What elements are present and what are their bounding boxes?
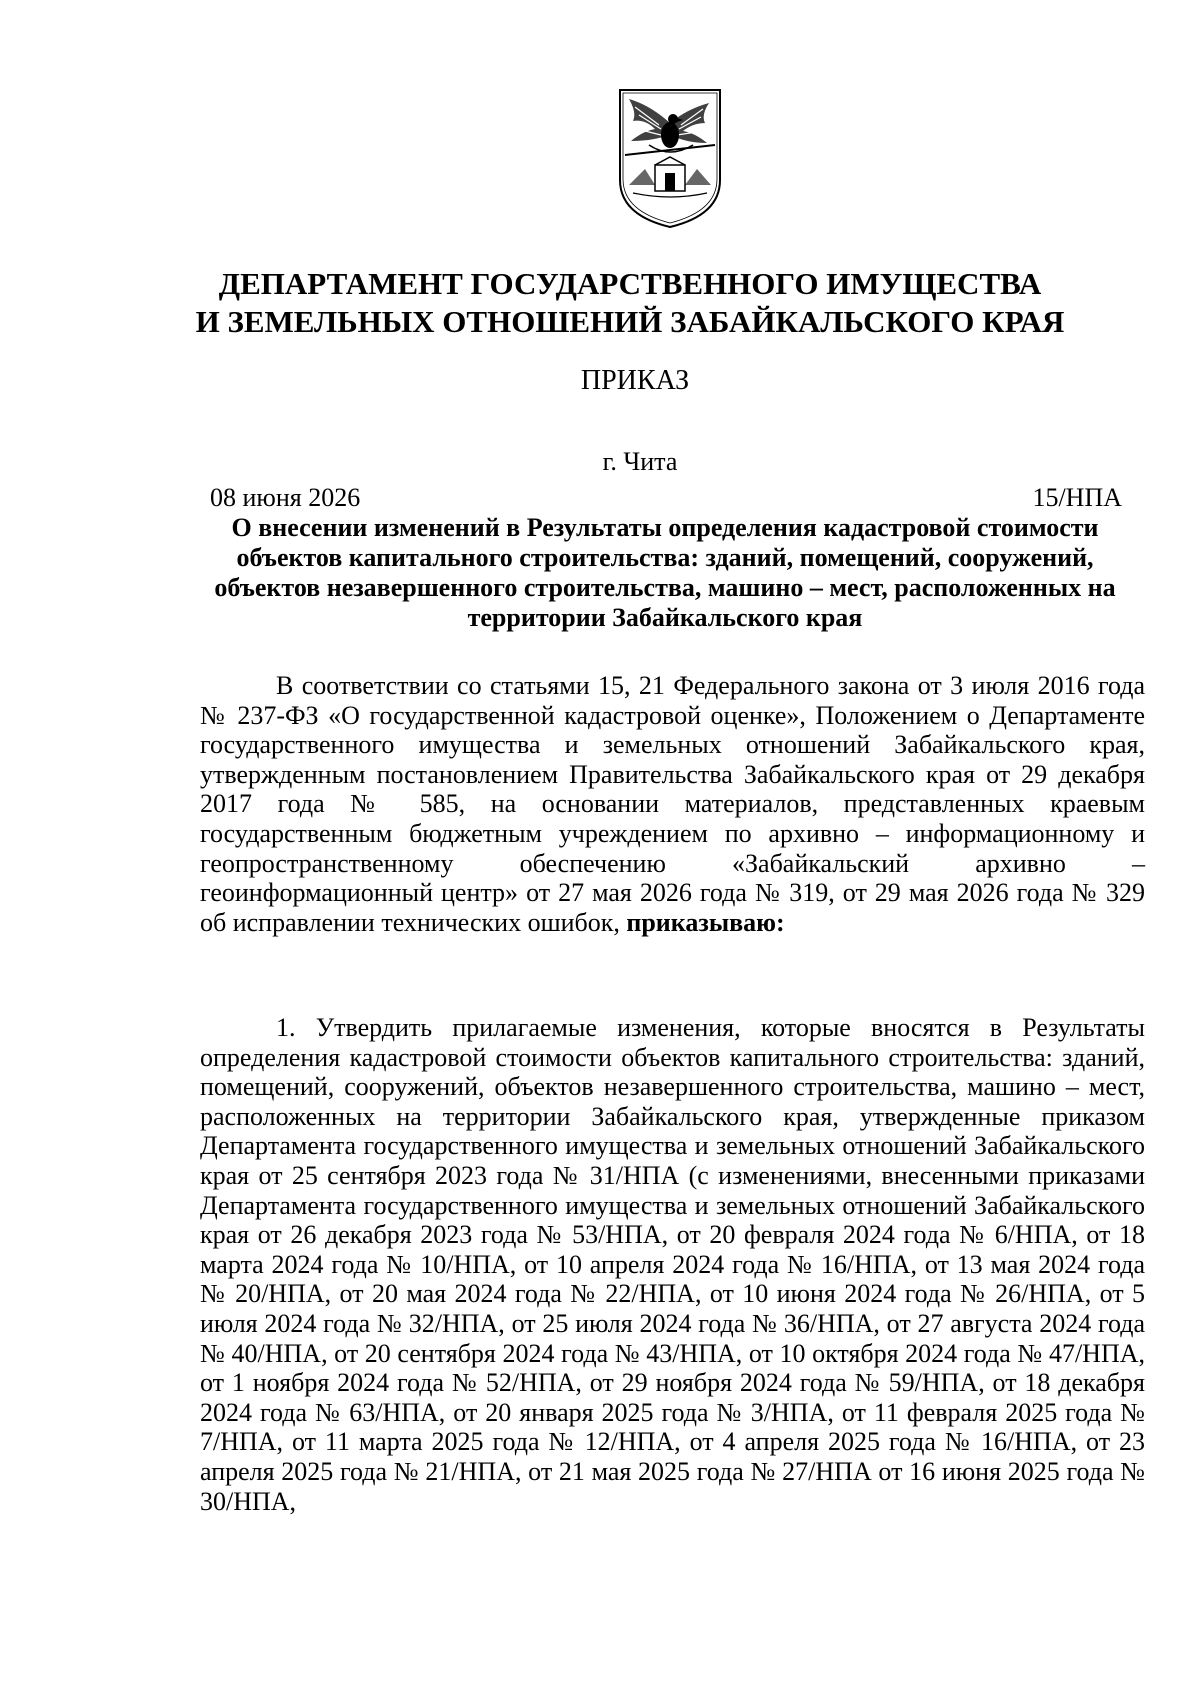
- agency-name-line1: ДЕПАРТАМЕНТ ГОСУДАРСТВЕННОГО ИМУЩЕСТВА: [218, 266, 1042, 301]
- document-subject: О внесении изменений в Результаты определения кадастровой стоимости объектов капитального строительства: зданий, помещений, сооружений, объектов незавершенного строительства, машино – мест, расположенных на территории Забайкальского края: [214, 513, 1116, 632]
- preamble-paragraph: [200, 671, 1145, 937]
- city: г. Чита: [602, 447, 678, 476]
- coat-of-arms-emblem: [615, 85, 725, 230]
- document-number: 15/НПА: [1032, 483, 1122, 512]
- preamble-text: В соответствии со статьями 15, 21 Федерального закона от 3 июля 2016 года № 237-ФЗ «О государственной кадастровой оценке», Положением о Департаменте государственного имущества и земельных отношений Забайкальского края, утвержденным постановлением Правительства Забайкальского края от 29 декабря 2017 года № 585, на основании материалов, представленных краевым государственным бюджетным учреждением по архивно – информационному и геопространственному обеспечению «Забайкальский архивно – геоинформационный центр» от 27 мая 2026 года № 319, от 29 мая 2026 года № 329 об исправлении технических ошибок,: [200, 671, 1145, 937]
- order-word: приказываю:: [626, 907, 785, 937]
- document-date: 08 июня 2026: [210, 483, 361, 512]
- agency-name: [140, 265, 1120, 341]
- clause-1-paragraph: 1. Утвердить прилагаемые изменения, которые вносятся в Результаты определения кадастровой стоимости объектов капитального строительства: зданий, помещений, сооружений, объектов незавершенного строительства, машино – мест, расположенных на территории Забайкальского края, утвержденные приказом Департамента государственного имущества и земельных отношений Забайкальского края от 25 сентября 2023 года № 31/НПА (с изменениями, внесенными приказами Департамента государственного имущества и земельных отношений Забайкальского края от 26 декабря 2023 года № 53/НПА, от 20 февраля 2024 года № 6/НПА, от 18 марта 2024 года № 10/НПА, от 10 апреля 2024 года № 16/НПА, от 13 мая 2024 года № 20/НПА, от 20 мая 2024 года № 22/НПА, от 10 июня 2024 года № 26/НПА, от 5 июля 2024 года № 32/НПА, от 25 июля 2024 года № 36/НПА, от 27 августа 2024 года № 40/НПА, от 20 сентября 2024 года № 43/НПА, от 10 октября 2024 года № 47/НПА, от 1 ноября 2024 года № 52/НПА, от 29 ноября 2024 года № 59/НПА, от 18 декабря 2024 года № 63/НПА, от 20 января 2025 года № 3/НПА, от 11 февраля 2025 года № 7/НПА, от 11 марта 2025 года № 12/НПА, от 4 апреля 2025 года № 16/НПА, от 23 апреля 2025 года № 21/НПА, от 21 мая 2025 года № 27/НПА от 16 июня 2025 года № 30/НПА,: [200, 1013, 1145, 1516]
- document-type: ПРИКАЗ: [580, 365, 690, 396]
- agency-name-line2: И ЗЕМЕЛЬНЫХ ОТНОШЕНИЙ ЗАБАЙКАЛЬСКОГО КРАЯ: [195, 304, 1065, 339]
